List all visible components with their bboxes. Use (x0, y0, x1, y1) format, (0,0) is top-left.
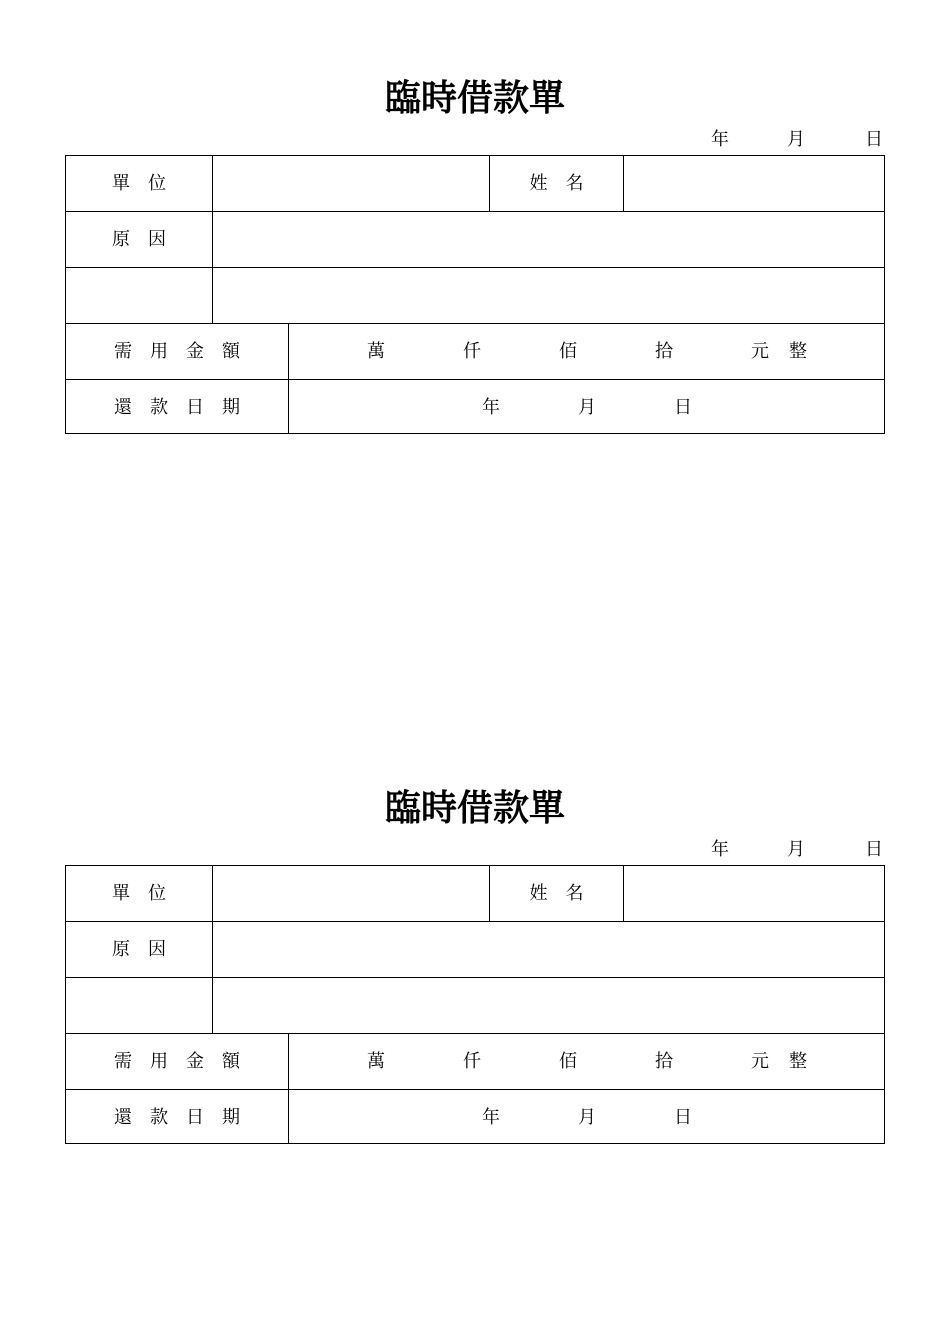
unit-field[interactable] (213, 156, 489, 211)
name-field[interactable] (624, 156, 884, 211)
amount-unit-wan: 萬 (367, 341, 385, 362)
reason-extra-field[interactable] (213, 978, 884, 1033)
reason-label: 原 因 (112, 229, 166, 250)
amount-unit-bai: 佰 (559, 341, 577, 362)
repay-month-label: 月 (578, 397, 596, 418)
amount-unit-yuan: 元 (751, 341, 769, 362)
amount-unit-yuan: 元 (751, 1051, 769, 1072)
date-year-label: 年 (711, 129, 729, 150)
reason-field[interactable] (213, 212, 884, 267)
form-date (0, 128, 950, 152)
reason-extra-field[interactable] (213, 268, 884, 323)
amount-unit-shi: 拾 (655, 1051, 673, 1072)
date-year-label: 年 (711, 839, 729, 860)
repay-day-label: 日 (674, 397, 692, 418)
form-table (65, 155, 885, 434)
repay-month-label: 月 (578, 1107, 596, 1128)
unit-label: 單 位 (112, 173, 166, 194)
reason-field[interactable] (213, 922, 884, 977)
amount-label: 需 用 金 額 (114, 1051, 240, 1072)
date-month-label: 月 (787, 129, 805, 150)
unit-label: 單 位 (112, 883, 166, 904)
amount-unit-zheng: 整 (789, 1051, 807, 1072)
date-day-label: 日 (865, 839, 883, 860)
amount-unit-zheng: 整 (789, 341, 807, 362)
repay-year-label: 年 (482, 397, 500, 418)
date-day-label: 日 (865, 129, 883, 150)
amount-unit-shi: 拾 (655, 341, 673, 362)
name-label: 姓 名 (529, 883, 584, 904)
amount-label: 需 用 金 額 (114, 341, 240, 362)
repay-day-label: 日 (674, 1107, 692, 1128)
extra-label-field[interactable] (66, 268, 212, 323)
amount-field[interactable] (289, 324, 884, 379)
repay-year-label: 年 (482, 1107, 500, 1128)
amount-unit-qian: 仟 (463, 341, 481, 362)
extra-label-field[interactable] (66, 978, 212, 1033)
form-title: 臨時借款單 (384, 78, 565, 119)
amount-unit-wan: 萬 (367, 1051, 385, 1072)
amount-unit-qian: 仟 (463, 1051, 481, 1072)
name-field[interactable] (624, 866, 884, 921)
repay-date-label: 還 款 日 期 (114, 1107, 240, 1128)
repay-date-field[interactable] (289, 380, 884, 433)
form-title: 臨時借款單 (384, 788, 565, 829)
amount-field[interactable] (289, 1034, 884, 1089)
amount-unit-bai: 佰 (559, 1051, 577, 1072)
form-date (0, 838, 950, 862)
form-table (65, 865, 885, 1144)
repay-date-field[interactable] (289, 1090, 884, 1143)
reason-label: 原 因 (112, 939, 166, 960)
unit-field[interactable] (213, 866, 489, 921)
name-label: 姓 名 (529, 173, 584, 194)
date-month-label: 月 (787, 839, 805, 860)
repay-date-label: 還 款 日 期 (114, 397, 240, 418)
